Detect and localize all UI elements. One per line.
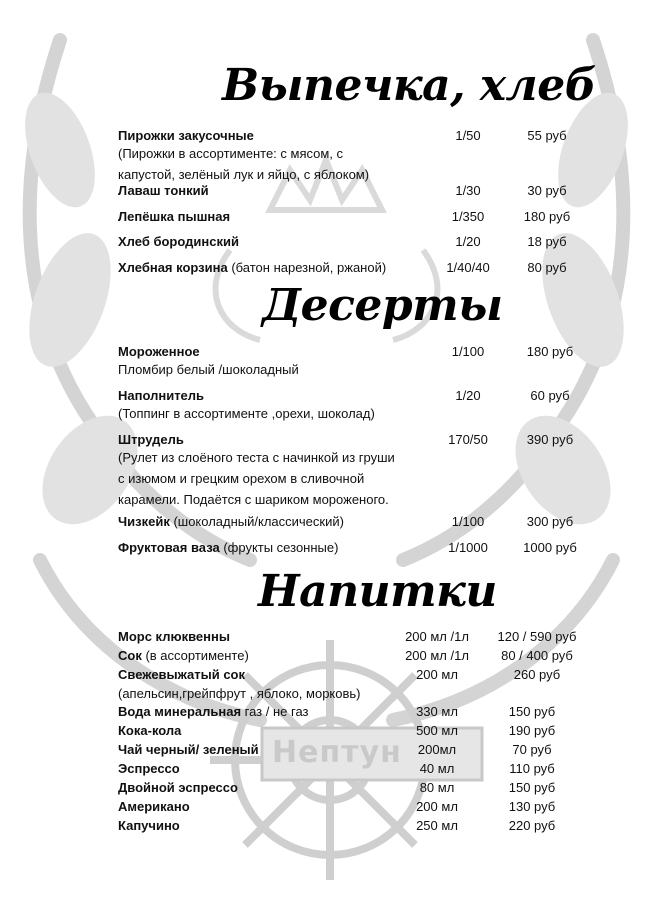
item-weight: 200мл <box>417 742 457 757</box>
item-name: Пирожки закусочные <box>118 128 254 143</box>
item-price: 55 руб <box>527 128 567 143</box>
item-weight: 170/50 <box>448 432 488 447</box>
item-name: Американо <box>118 799 190 814</box>
item-price: 110 руб <box>509 761 555 776</box>
section-title-bakery: Выпечка, хлеб <box>222 60 597 111</box>
item-weight: 1/50 <box>455 128 481 143</box>
item-name: Хлеб бородинский <box>118 234 239 249</box>
item-price: 1000 руб <box>523 540 577 555</box>
item-weight: 330 мл <box>416 704 458 719</box>
item-price: 150 руб <box>508 780 556 795</box>
item-name: Лепёшка пышная <box>118 209 231 224</box>
item-name: Сок (в ассортименте) <box>118 648 249 663</box>
section-title-drinks: Напитки <box>258 566 497 617</box>
item-description: (Топпинг в ассортименте ,орехи, шоколад) <box>118 406 375 421</box>
item-name: Морс клюквенны <box>118 629 230 644</box>
item-weight: 200 мл <box>416 799 458 814</box>
item-price: 190 руб <box>508 723 556 738</box>
item-weight: 80 мл <box>419 780 455 795</box>
item-price: 60 руб <box>530 388 570 403</box>
item-name: Чизкейк (шоколадный/классический) <box>118 514 344 529</box>
item-price: 180 руб <box>523 209 571 224</box>
item-price: 18 руб <box>527 234 567 249</box>
item-name: Вода минеральная газ / не газ <box>118 704 309 719</box>
item-description: (Рулет из слоёного теста с начинкой из груши с изюмом и грецким орехом в сливочной карамели. Подаётся с шариком мороженого. <box>118 450 395 507</box>
section-title-desserts: Десерты <box>262 280 503 331</box>
item-price: 80 / 400 руб <box>501 648 573 663</box>
item-description: (Пирожки в ассортименте: с мясом, с капустой, зелёный лук и яйцо, с яблоком) <box>118 146 370 182</box>
item-name: Фруктовая ваза (фрукты сезонные) <box>118 540 339 555</box>
item-weight: 1/40/40 <box>446 260 490 275</box>
item-price: 120 / 590 руб <box>497 629 577 644</box>
item-description: Пломбир белый /шоколадный <box>118 362 299 377</box>
item-price: 30 руб <box>527 183 567 198</box>
item-weight: 1/100 <box>451 514 485 529</box>
item-name: Двойной эспрессо <box>118 780 238 795</box>
item-weight: 200 мл /1л <box>405 648 469 663</box>
item-price: 150 руб <box>508 704 556 719</box>
item-weight: 1/20 <box>455 388 481 403</box>
item-weight: 1/350 <box>451 209 485 224</box>
item-price: 300 руб <box>526 514 574 529</box>
item-price: 80 руб <box>527 260 567 275</box>
item-name: Мороженное <box>118 344 200 359</box>
item-weight: 500 мл <box>416 723 458 738</box>
item-price: 180 руб <box>526 344 574 359</box>
item-name: Наполнитель <box>118 388 205 403</box>
item-price: 130 руб <box>508 799 556 814</box>
item-description: (апельсин,грейпфрут , яблоко, морковь) <box>118 686 361 701</box>
item-name: Эспрессо <box>118 761 180 776</box>
item-price: 70 руб <box>512 742 552 757</box>
watermark-logo-text: Нептун <box>272 735 402 770</box>
item-name: Чай черный/ зеленый <box>118 742 259 757</box>
item-name: Капучино <box>118 818 180 833</box>
item-weight: 1/100 <box>451 344 485 359</box>
item-name: Свежевыжатый сок <box>118 667 245 682</box>
item-weight: 1/30 <box>455 183 481 198</box>
item-name: Кока-кола <box>118 723 182 738</box>
item-weight: 40 мл <box>419 761 455 776</box>
item-weight: 200 мл /1л <box>405 629 469 644</box>
item-name: Хлебная корзина (батон нарезной, ржаной) <box>118 260 387 275</box>
item-name: Штрудель <box>118 432 184 447</box>
item-weight: 1/1000 <box>448 540 488 555</box>
item-name: Лаваш тонкий <box>118 183 209 198</box>
item-weight: 200 мл <box>416 667 458 682</box>
item-price: 390 руб <box>526 432 574 447</box>
item-weight: 250 мл <box>416 818 458 833</box>
item-price: 260 руб <box>513 667 561 682</box>
item-price: 220 руб <box>508 818 556 833</box>
item-weight: 1/20 <box>455 234 481 249</box>
